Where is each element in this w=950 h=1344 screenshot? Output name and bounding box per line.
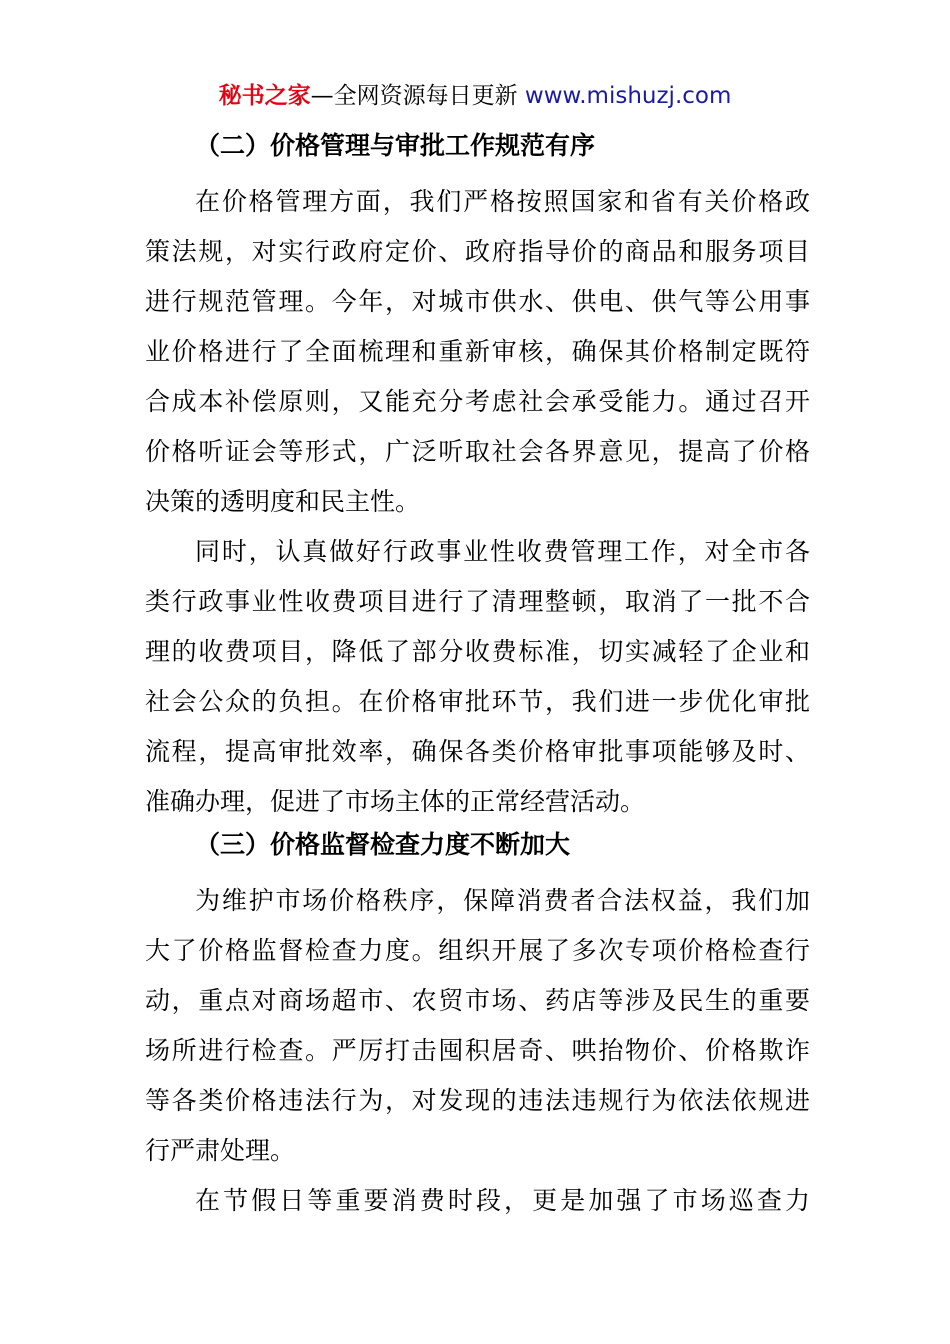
text-line: 为维护市场价格秩序，保障消费者合法权益，我们加 [195, 886, 810, 915]
text-line: 合成本补偿原则，又能充分考虑社会承受能力。通过召开 [145, 387, 810, 416]
text-line: 行严肃处理。 [145, 1136, 296, 1165]
paragraph-price-management [145, 177, 810, 527]
paragraph-fee-management [145, 527, 810, 827]
section-heading-3: （三）价格监督检查力度不断加大 [195, 830, 571, 859]
text-line: 理的收费项目，降低了部分收费标准，切实减轻了企业和 [145, 637, 810, 666]
document-body [145, 128, 810, 1226]
text-line: 策法规，对实行政府定价、政府指导价的商品和服务项目 [145, 237, 810, 266]
brand-name: 秘书之家 [218, 83, 311, 109]
text-line: 在价格管理方面，我们严格按照国家和省有关价格政 [195, 187, 810, 216]
paragraph-holiday-inspection [145, 1176, 810, 1226]
text-line: 动，重点对商场超市、农贸市场、药店等涉及民生的重要 [145, 986, 810, 1015]
text-line: 业价格进行了全面梳理和重新审核，确保其价格制定既符 [145, 337, 810, 366]
section-heading-2: （二）价格管理与审批工作规范有序 [195, 131, 596, 160]
text-line: 流程，提高审批效率，确保各类价格审批事项能够及时、 [145, 737, 810, 766]
header-tagline: —全网资源每日更新 [310, 83, 525, 109]
text-line: 同时，认真做好行政事业性收费管理工作，对全市各 [195, 537, 810, 566]
text-line: 等各类价格违法行为，对发现的违法违规行为依法依规进 [145, 1086, 810, 1115]
text-line: 场所进行检查。严厉打击囤积居奇、哄抬物价、价格欺诈 [145, 1036, 810, 1065]
paragraph-supervision [145, 876, 810, 1176]
text-line: 社会公众的负担。在价格审批环节，我们进一步优化审批 [145, 687, 810, 716]
site-url-link[interactable]: www.mishuzj.com [524, 83, 732, 109]
text-line: 准确办理，促进了市场主体的正常经营活动。 [145, 787, 646, 816]
text-line: 在节假日等重要消费时段，更是加强了市场巡查力 [195, 1186, 810, 1215]
site-header [0, 78, 950, 114]
text-line: 进行规范管理。今年，对城市供水、供电、供气等公用事 [145, 287, 810, 316]
text-line: 类行政事业性收费项目进行了清理整顿，取消了一批不合 [145, 587, 810, 616]
text-line: 大了价格监督检查力度。组织开展了多次专项价格检查行 [145, 936, 810, 965]
text-line: 价格听证会等形式，广泛听取社会各界意见，提高了价格 [145, 437, 810, 466]
text-line: 决策的透明度和民主性。 [145, 487, 421, 516]
